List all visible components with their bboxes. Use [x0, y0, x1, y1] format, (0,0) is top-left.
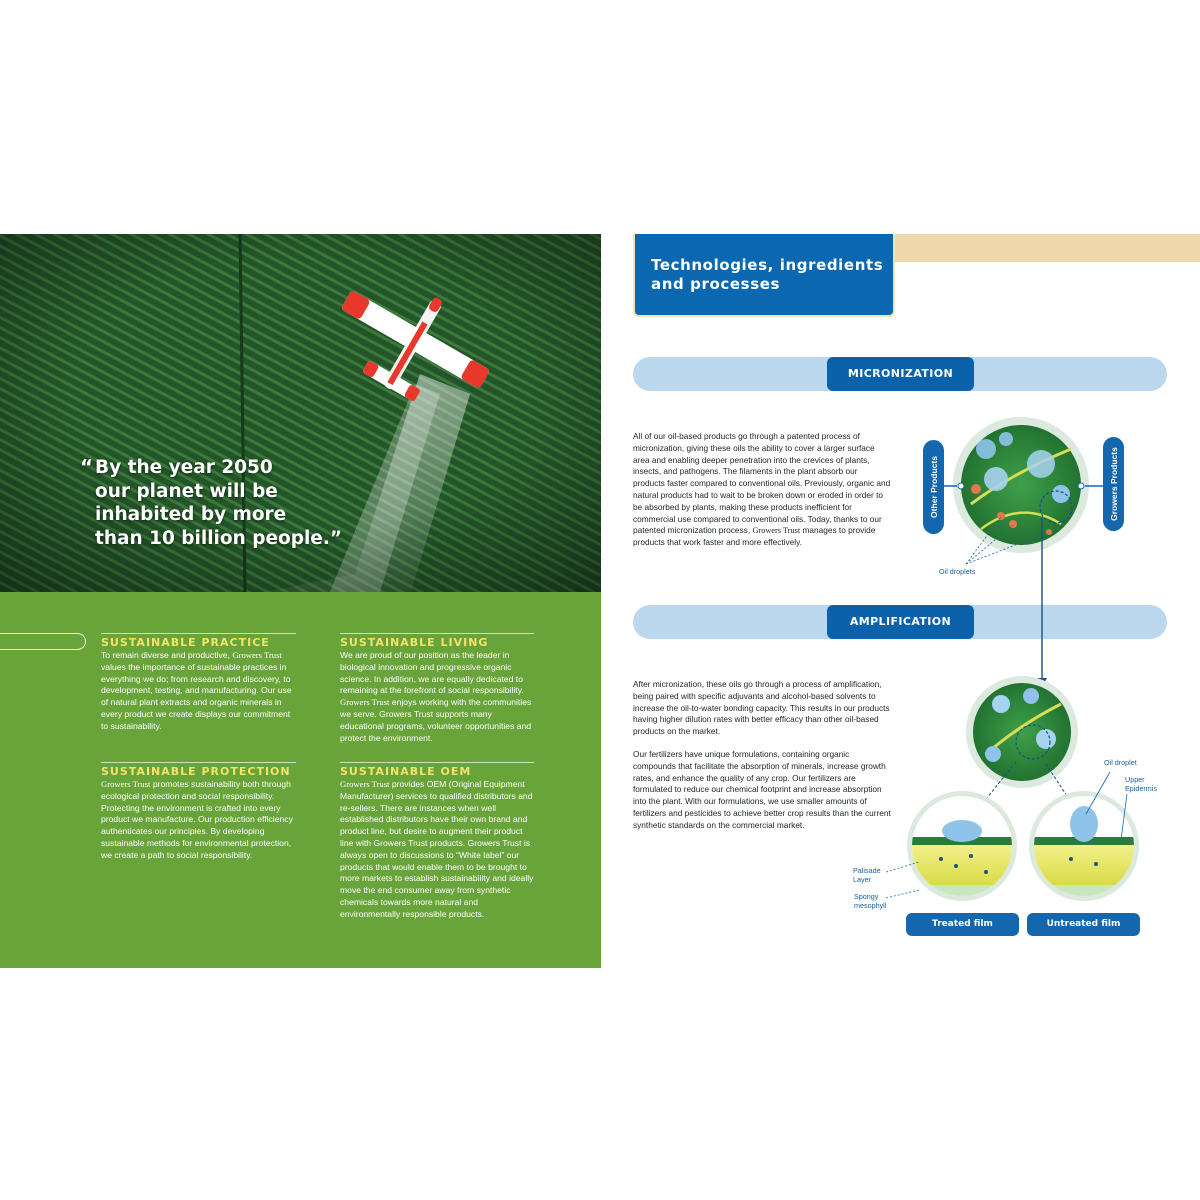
quote-line: our planet will be	[95, 480, 278, 502]
amplification-circle	[966, 676, 1078, 788]
section-sustainable-oem	[340, 762, 534, 921]
label-text: Growers Products	[1108, 447, 1119, 521]
quote-line: than 10 billion people.”	[95, 527, 343, 549]
section-heading: SUSTAINABLE LIVING	[340, 636, 489, 649]
quote-block	[80, 456, 380, 550]
sustainability-panel	[0, 592, 601, 968]
oil-droplet-label: Oil droplet	[1104, 758, 1137, 767]
section-heading: SUSTAINABLE PRACTICE	[101, 636, 270, 649]
section-text: enjoys working with the communities we serve. Growers Trust supports many educational programs, volunteer opportunities and protect the environment.	[340, 697, 532, 743]
brand-name: Growers Trust	[340, 697, 390, 708]
decorative-pill-outline	[0, 633, 86, 650]
section-sustainable-practice	[101, 633, 296, 733]
aerial-crop-duster-photo	[0, 234, 601, 592]
section-divider	[101, 633, 296, 634]
section-text: promotes sustainability both through ecological protection and social responsibility. Protecting the environment is crafted into every product we manufacture. Our production efficiency authenticates our principles. By developing sustainable methods for environmental protection, we create a path to social responsibility.	[101, 779, 293, 860]
section-text: provides OEM (Original Equipment Manufacturer) services to qualified distributors and re-sellers. There are instances when well established distributors have their own brand and product line, but desire to augment their product line with Growers Trust products. Growers Trust is always open to discussions to “White label” our products that would enable them to be brought to more markets to establish sustainability and ideally move the end consumer away from synthetic chemicals towards more natural and environmentally responsible products.	[340, 779, 534, 919]
right-page	[601, 234, 1200, 968]
quote-line: By the year 2050	[95, 457, 273, 478]
other-products-label	[923, 440, 944, 534]
section-text: We are proud of our position as the leader in biological innovation and progressive organic science. In addition, we are equally dedicated to remaining at the forefront of social responsibility.	[340, 650, 524, 696]
treated-film-circle	[906, 791, 1018, 905]
section-body	[101, 650, 296, 733]
brand-name: Growers Trust	[232, 650, 282, 660]
micronization-circle	[953, 417, 1089, 553]
section-text: To remain diverse and productive,	[101, 650, 233, 660]
micronization-label: MICRONIZATION	[827, 357, 974, 391]
untreated-film-circle	[1028, 791, 1140, 905]
brand-name: Growers Trust	[101, 779, 151, 789]
brand-name: Growers Trust	[752, 526, 801, 536]
section-sustainable-living	[340, 633, 534, 744]
label-text: Other Products	[928, 456, 939, 518]
palisade-layer-label: Palisade Layer	[853, 866, 881, 884]
paragraph-text: manages to provide products that work faster and more effectively.	[633, 525, 876, 548]
paragraph-text: All of our oil-based products go through a patented process of micronization, giving these oils the ability to cover a larger surface area and enabling deeper penetration into the crevices of plants, insects, and pathogens. The filaments in the plant absorb our products faster compared to conventional oils. Previously, organic and natural products had to wait to be broken down or eroded in order to be absorbed by plants, making these products inefficient for commercial use compared to conventional oils. Today, thanks to our patented micronization process,	[633, 431, 891, 536]
section-divider	[340, 633, 534, 634]
quote-line: inhabited by more	[95, 504, 287, 525]
growers-products-label	[1103, 437, 1124, 531]
spongy-mesophyll-label: Spongy mesophyll	[854, 892, 887, 910]
amplification-label: AMPLIFICATION	[827, 605, 974, 639]
section-divider	[340, 762, 534, 763]
section-body	[340, 650, 534, 744]
section-body	[340, 779, 534, 921]
section-sustainable-protection	[101, 762, 296, 862]
quote-mark: “	[80, 455, 94, 479]
brand-name: Growers Trust	[340, 779, 390, 789]
section-divider	[101, 762, 296, 763]
oil-droplets-label: Oil droplets	[939, 567, 976, 576]
amplification-paragraph: After micronization, these oils go through a process of amplification, being paired with specific adjuvants and alcohol-based solvents to increase the oil-to-water bonding capacity. This results in our products having higher dilution rates with better efficacy than other oil-based products on the market.	[633, 679, 890, 737]
page-title: Technologies, ingredients and processes	[651, 256, 884, 293]
fertilizer-paragraph: Our fertilizers have unique formulations, containing organic compounds that facilitate the absorption of minerals, increase growth rates, and enhance the quality of any crop. Our fertilizers are formulated to reduce our chemical footprint and increase absorption into the plant. With our formulations, we use smaller amounts of fertilizers and pesticides to achieve better crop results than the current synthetic standards on the commercial market.	[633, 749, 891, 830]
absorption-diagram	[601, 234, 1200, 968]
left-page	[0, 234, 601, 968]
untreated-film-label: Untreated film	[1027, 913, 1140, 936]
section-heading: SUSTAINABLE OEM	[340, 765, 472, 778]
section-body	[101, 779, 296, 862]
upper-epidermis-label: Upper Epidermis	[1125, 775, 1157, 793]
section-text: values the importance of sustainable practices in everything we do; from research and discovery, to development, testing, and manufacturing. Our use of natural plant extracts and organic minerals in every product we create displays our commitment to sustainability.	[101, 661, 292, 731]
section-heading: SUSTAINABLE PROTECTION	[101, 765, 291, 778]
treated-film-label: Treated film	[906, 913, 1019, 936]
